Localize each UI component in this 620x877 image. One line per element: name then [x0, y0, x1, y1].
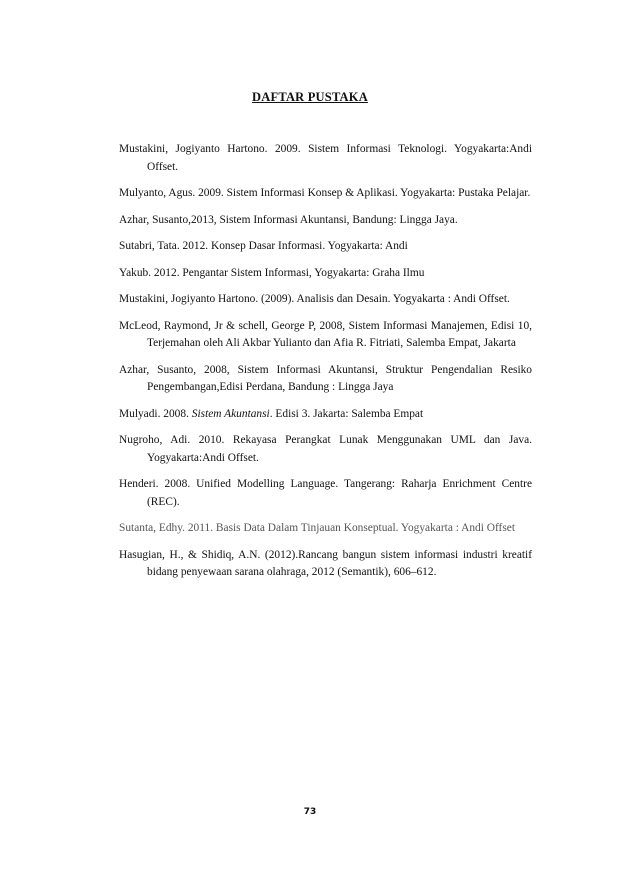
reference-item: Sutanta, Edhy. 2011. Basis Data Dalam Tinjauan Konseptual. Yogyakarta : Andi Offset	[119, 522, 515, 534]
reference-item: Azhar, Susanto, 2008, Sistem Informasi Akuntansi, Struktur Pengendalian Resiko Pengembangan,Edisi Perdana, Bandung : Lingga Jaya	[119, 363, 532, 393]
page-number: 73	[303, 807, 317, 817]
reference-item: Mustakini, Jogiyanto Hartono. 2009. Sistem Informasi Teknologi. Yogyakarta:Andi Offset.	[119, 143, 532, 173]
reference-text: . Edisi 3. Jakarta: Salemba Empat	[269, 407, 424, 420]
page-title: DAFTAR PUSTAKA	[252, 90, 368, 104]
reference-item: Henderi. 2008. Unified Modelling Language. Tangerang: Raharja Enrichment Centre (REC).	[119, 478, 532, 508]
reference-item: Hasugian, H., & Shidiq, A.N. (2012).Rancang bangun sistem informasi industri kreatif bidang penyewaan sarana olahraga, 2012 (Semantik), 606–612.	[119, 548, 532, 578]
reference-item: Sutabri, Tata. 2012. Konsep Dasar Informasi. Yogyakarta: Andi	[119, 240, 408, 252]
reference-item: Mustakini, Jogiyanto Hartono. (2009). Analisis dan Desain. Yogyakarta : Andi Offset.	[119, 293, 510, 305]
reference-item: Nugroho, Adi. 2010. Rekayasa Perangkat Lunak Menggunakan UML dan Java. Yogyakarta:Andi Offset.	[119, 434, 532, 464]
reference-italic-title: Sistem Akuntansi	[191, 407, 270, 420]
reference-item: McLeod, Raymond, Jr & schell, George P, 2008, Sistem Informasi Manajemen, Edisi 10, Terjemahan oleh Ali Akbar Yulianto dan Afia R. Fitriati, Salemba Empat, Jakarta	[119, 319, 532, 349]
reference-item: Mulyanto, Agus. 2009. Sistem Informasi Konsep & Aplikasi. Yogyakarta: Pustaka Pelajar.	[119, 187, 531, 199]
reference-item	[119, 406, 532, 424]
reference-list	[119, 141, 532, 591]
reference-item: Yakub. 2012. Pengantar Sistem Informasi, Yogyakarta: Graha Ilmu	[119, 266, 425, 279]
reference-item: Azhar, Susanto,2013, Sistem Informasi Akuntansi, Bandung: Lingga Jaya.	[119, 213, 458, 226]
reference-text: Mulyadi. 2008.	[119, 407, 192, 420]
